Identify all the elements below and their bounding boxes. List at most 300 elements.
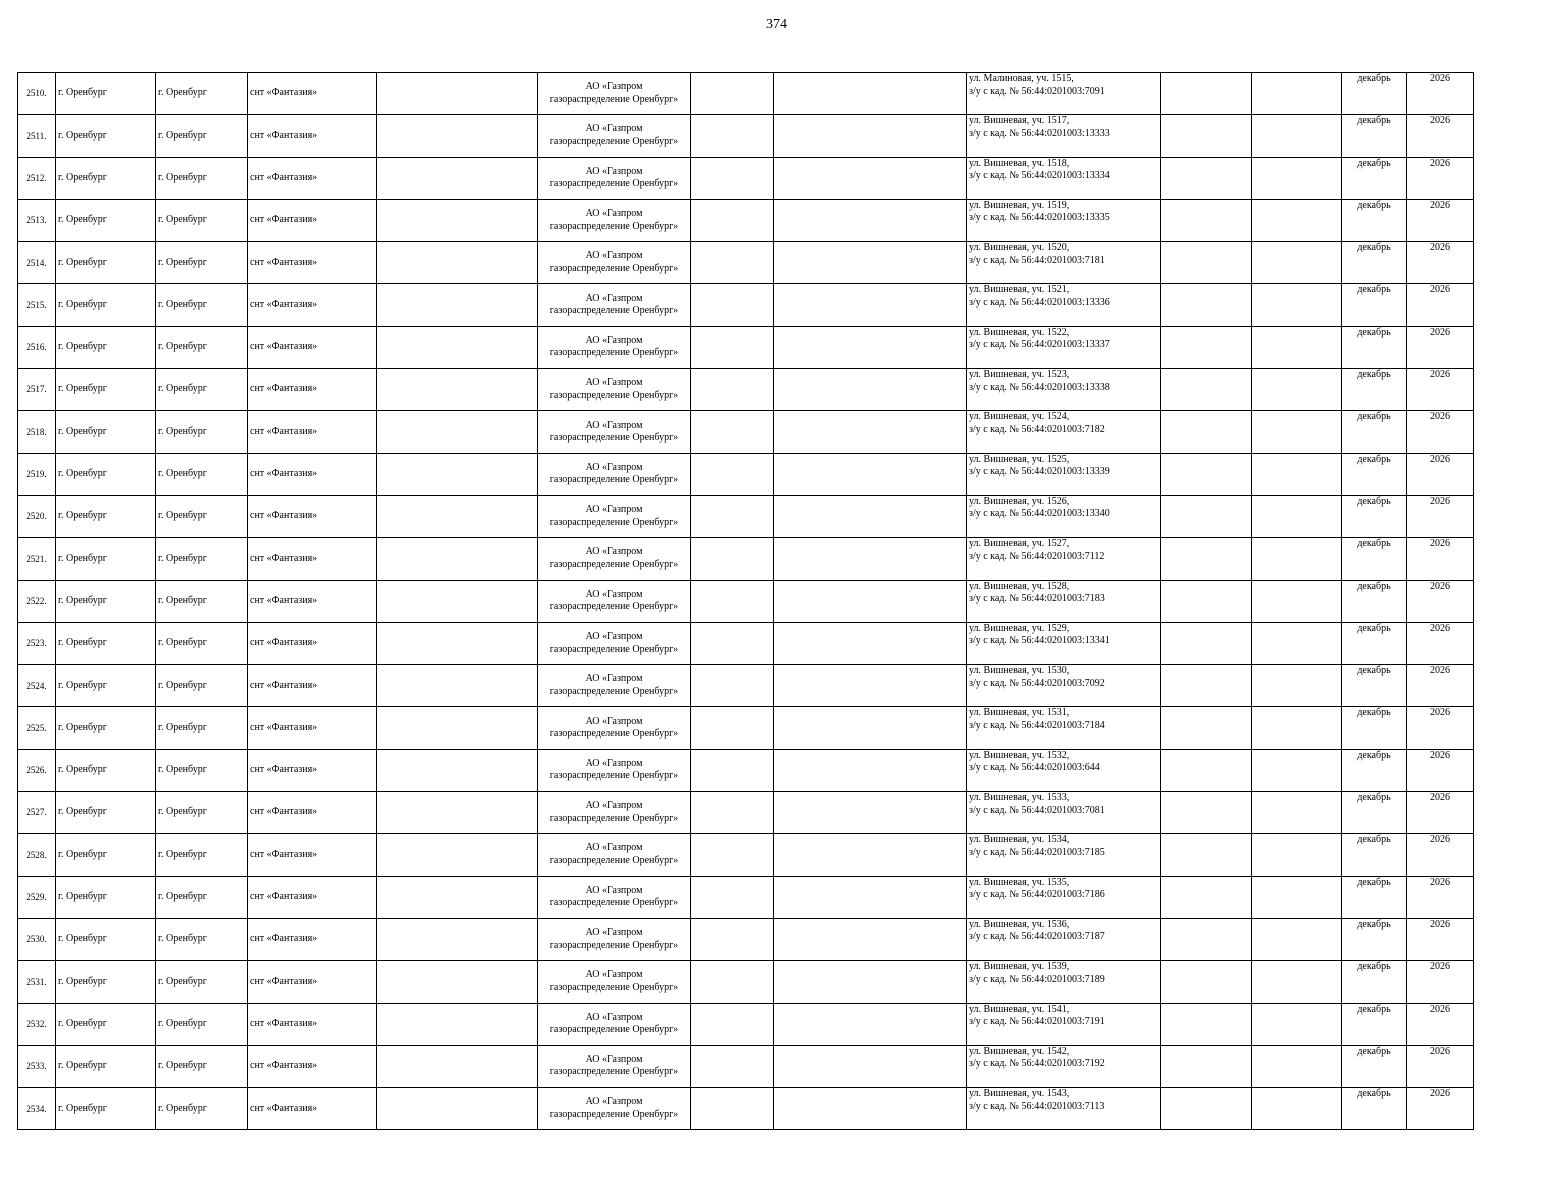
snt-name: снт «Фантазия» [250, 1102, 318, 1114]
locality: г. Оренбург [158, 214, 207, 226]
district-cell [56, 284, 156, 326]
locality: г. Оренбург [158, 1102, 207, 1114]
empty-cell [774, 73, 967, 115]
district: г. Оренбург [58, 637, 107, 649]
empty-cell [377, 622, 538, 664]
empty-cell [774, 157, 967, 199]
organization-cell [538, 1045, 691, 1087]
snt-cell [248, 411, 377, 453]
month: декабрь [1357, 707, 1391, 719]
month: декабрь [1357, 792, 1391, 804]
year: 2026 [1430, 284, 1450, 296]
empty-cell [774, 876, 967, 918]
empty-cell [1161, 792, 1252, 834]
month-cell [1342, 157, 1407, 199]
cadastral-number: з/у с кад. № 56:44:0201003:13334 [969, 170, 1110, 182]
registry-table [17, 72, 1474, 1130]
locality: г. Оренбург [158, 1060, 207, 1072]
empty-cell [1161, 453, 1252, 495]
organization-line-2: газораспределение Оренбург» [549, 93, 679, 105]
empty-cell [774, 1045, 967, 1087]
snt-name: снт «Фантазия» [250, 510, 318, 522]
snt-name: снт «Фантазия» [250, 87, 318, 99]
empty-cell [377, 115, 538, 157]
address-cell [967, 411, 1161, 453]
district: г. Оренбург [58, 975, 107, 987]
row-number-cell [18, 1088, 56, 1130]
month: декабрь [1357, 157, 1391, 169]
row-number: 2523. [26, 638, 47, 649]
row-number: 2514. [26, 257, 47, 268]
table-row [18, 538, 1474, 580]
address-cell [967, 495, 1161, 537]
organization-line-2: газораспределение Оренбург» [549, 601, 679, 613]
snt-name: снт «Фантазия» [250, 552, 318, 564]
year: 2026 [1430, 411, 1450, 423]
locality-cell [156, 1088, 248, 1130]
district: г. Оренбург [58, 1102, 107, 1114]
organization-line-1: АО «Газпром [585, 334, 643, 346]
district: г. Оренбург [58, 510, 107, 522]
table-row [18, 453, 1474, 495]
empty-cell [691, 622, 774, 664]
address-line-1: ул. Вишневая, уч. 1541, [969, 1003, 1070, 1015]
organization-cell [538, 73, 691, 115]
year: 2026 [1430, 495, 1450, 507]
locality-cell [156, 1003, 248, 1045]
organization-line-2: газораспределение Оренбург» [549, 728, 679, 740]
month-cell [1342, 1088, 1407, 1130]
year-cell [1407, 411, 1474, 453]
snt-name: снт «Фантазия» [250, 298, 318, 310]
address-line-1: ул. Вишневая, уч. 1535, [969, 876, 1070, 888]
empty-cell [1161, 918, 1252, 960]
year: 2026 [1430, 199, 1450, 211]
organization-cell [538, 918, 691, 960]
address-cell [967, 665, 1161, 707]
empty-cell [1252, 749, 1342, 791]
row-number: 2529. [26, 892, 47, 903]
empty-cell [377, 792, 538, 834]
organization-line-1: АО «Газпром [585, 1053, 643, 1065]
snt-name: снт «Фантазия» [250, 637, 318, 649]
row-number: 2513. [26, 215, 47, 226]
year: 2026 [1430, 115, 1450, 127]
organization-line-2: газораспределение Оренбург» [549, 135, 679, 147]
year-cell [1407, 538, 1474, 580]
cadastral-number: з/у с кад. № 56:44:0201003:7181 [969, 254, 1105, 266]
organization-line-1: АО «Газпром [585, 419, 643, 431]
district: г. Оренбург [58, 214, 107, 226]
snt-cell [248, 707, 377, 749]
table-row [18, 876, 1474, 918]
year-cell [1407, 157, 1474, 199]
locality-cell [156, 749, 248, 791]
empty-cell [774, 453, 967, 495]
row-number: 2518. [26, 426, 47, 437]
empty-cell [1161, 369, 1252, 411]
year: 2026 [1430, 961, 1450, 973]
table-row [18, 749, 1474, 791]
month: декабрь [1357, 749, 1391, 761]
empty-cell [1161, 538, 1252, 580]
locality-cell [156, 326, 248, 368]
locality: г. Оренбург [158, 848, 207, 860]
month: декабрь [1357, 961, 1391, 973]
snt-cell [248, 961, 377, 1003]
row-number: 2530. [26, 934, 47, 945]
empty-cell [691, 707, 774, 749]
row-number-cell [18, 538, 56, 580]
year: 2026 [1430, 749, 1450, 761]
empty-cell [1161, 749, 1252, 791]
row-number-cell [18, 834, 56, 876]
organization-line-2: газораспределение Оренбург» [549, 981, 679, 993]
row-number: 2520. [26, 511, 47, 522]
cadastral-number: з/у с кад. № 56:44:0201003:13333 [969, 127, 1110, 139]
locality: г. Оренбург [158, 468, 207, 480]
address-line-1: ул. Вишневая, уч. 1526, [969, 495, 1070, 507]
month: декабрь [1357, 1003, 1391, 1015]
empty-cell [691, 792, 774, 834]
year: 2026 [1430, 242, 1450, 254]
empty-cell [377, 1003, 538, 1045]
locality: г. Оренбург [158, 594, 207, 606]
table-row [18, 411, 1474, 453]
organization-cell [538, 580, 691, 622]
row-number-cell [18, 622, 56, 664]
empty-cell [1252, 411, 1342, 453]
row-number-cell [18, 199, 56, 241]
month: декабрь [1357, 453, 1391, 465]
address-line-1: ул. Вишневая, уч. 1539, [969, 961, 1070, 973]
address-cell [967, 199, 1161, 241]
empty-cell [377, 580, 538, 622]
empty-cell [1252, 1003, 1342, 1045]
organization-cell [538, 157, 691, 199]
address-line-1: ул. Вишневая, уч. 1525, [969, 453, 1070, 465]
empty-cell [691, 326, 774, 368]
locality: г. Оренбург [158, 891, 207, 903]
year-cell [1407, 284, 1474, 326]
organization-line-1: АО «Газпром [585, 715, 643, 727]
empty-cell [1252, 1045, 1342, 1087]
year: 2026 [1430, 876, 1450, 888]
cadastral-number: з/у с кад. № 56:44:0201003:13340 [969, 508, 1110, 520]
snt-cell [248, 326, 377, 368]
snt-cell [248, 792, 377, 834]
empty-cell [1161, 834, 1252, 876]
table-row [18, 242, 1474, 284]
locality-cell [156, 707, 248, 749]
snt-name: снт «Фантазия» [250, 171, 318, 183]
organization-line-1: АО «Газпром [585, 927, 643, 939]
empty-cell [691, 73, 774, 115]
empty-cell [691, 199, 774, 241]
organization-line-2: газораспределение Оренбург» [549, 1024, 679, 1036]
locality: г. Оренбург [158, 510, 207, 522]
empty-cell [377, 157, 538, 199]
empty-cell [377, 369, 538, 411]
month-cell [1342, 242, 1407, 284]
snt-cell [248, 369, 377, 411]
empty-cell [691, 749, 774, 791]
empty-cell [774, 580, 967, 622]
locality: г. Оренбург [158, 256, 207, 268]
district-cell [56, 961, 156, 1003]
empty-cell [1161, 326, 1252, 368]
empty-cell [1161, 73, 1252, 115]
empty-cell [691, 1003, 774, 1045]
district-cell [56, 834, 156, 876]
organization-cell [538, 749, 691, 791]
empty-cell [1161, 199, 1252, 241]
organization-line-1: АО «Газпром [585, 588, 643, 600]
month-cell [1342, 538, 1407, 580]
snt-name: снт «Фантазия» [250, 679, 318, 691]
cadastral-number: з/у с кад. № 56:44:0201003:13341 [969, 635, 1110, 647]
locality-cell [156, 157, 248, 199]
cadastral-number: з/у с кад. № 56:44:0201003:13336 [969, 296, 1110, 308]
empty-cell [1252, 876, 1342, 918]
empty-cell [691, 495, 774, 537]
empty-cell [774, 1088, 967, 1130]
locality-cell [156, 622, 248, 664]
address-line-1: ул. Вишневая, уч. 1542, [969, 1045, 1070, 1057]
address-line-1: ул. Вишневая, уч. 1531, [969, 707, 1070, 719]
year-cell [1407, 665, 1474, 707]
table-row [18, 284, 1474, 326]
empty-cell [774, 918, 967, 960]
district-cell [56, 580, 156, 622]
address-cell [967, 1045, 1161, 1087]
empty-cell [1161, 284, 1252, 326]
address-cell [967, 918, 1161, 960]
organization-line-1: АО «Газпром [585, 631, 643, 642]
row-number: 2516. [26, 342, 47, 353]
year-cell [1407, 961, 1474, 1003]
month: декабрь [1357, 73, 1391, 84]
cadastral-number: з/у с кад. № 56:44:0201003:7187 [969, 931, 1105, 943]
snt-name: снт «Фантазия» [250, 848, 318, 860]
empty-cell [377, 961, 538, 1003]
locality-cell [156, 115, 248, 157]
snt-name: снт «Фантазия» [250, 468, 318, 480]
locality-cell [156, 792, 248, 834]
locality: г. Оренбург [158, 171, 207, 183]
empty-cell [1252, 369, 1342, 411]
snt-name: снт «Фантазия» [250, 764, 318, 776]
year: 2026 [1430, 538, 1450, 550]
year-cell [1407, 580, 1474, 622]
empty-cell [691, 580, 774, 622]
snt-name: снт «Фантазия» [250, 806, 318, 818]
empty-cell [774, 242, 967, 284]
row-number: 2517. [26, 384, 47, 395]
organization-line-2: газораспределение Оренбург» [549, 516, 679, 528]
year: 2026 [1430, 369, 1450, 381]
locality: г. Оренбург [158, 975, 207, 987]
year-cell [1407, 495, 1474, 537]
organization-line-2: газораспределение Оренбург» [549, 220, 679, 232]
organization-line-1: АО «Газпром [585, 81, 643, 93]
district-cell [56, 622, 156, 664]
table-row [18, 622, 1474, 664]
empty-cell [1161, 115, 1252, 157]
locality-cell [156, 665, 248, 707]
table-row [18, 115, 1474, 157]
month: декабрь [1357, 242, 1391, 254]
locality-cell [156, 199, 248, 241]
empty-cell [1252, 453, 1342, 495]
year-cell [1407, 453, 1474, 495]
district: г. Оренбург [58, 256, 107, 268]
district: г. Оренбург [58, 468, 107, 480]
empty-cell [1252, 707, 1342, 749]
locality: г. Оренбург [158, 806, 207, 818]
address-cell [967, 580, 1161, 622]
row-number: 2521. [26, 553, 47, 564]
row-number-cell [18, 961, 56, 1003]
table-row [18, 369, 1474, 411]
district-cell [56, 73, 156, 115]
organization-cell [538, 834, 691, 876]
district-cell [56, 453, 156, 495]
empty-cell [691, 876, 774, 918]
organization-line-1: АО «Газпром [585, 800, 643, 812]
empty-cell [1252, 961, 1342, 1003]
empty-cell [1161, 411, 1252, 453]
month-cell [1342, 411, 1407, 453]
year-cell [1407, 876, 1474, 918]
organization-line-2: газораспределение Оренбург» [549, 897, 679, 909]
address-line-1: ул. Вишневая, уч. 1519, [969, 199, 1070, 211]
organization-cell [538, 707, 691, 749]
row-number-cell [18, 411, 56, 453]
district-cell [56, 707, 156, 749]
row-number: 2534. [26, 1103, 47, 1114]
empty-cell [1161, 1088, 1252, 1130]
row-number-cell [18, 495, 56, 537]
organization-cell [538, 538, 691, 580]
row-number: 2519. [26, 469, 47, 480]
row-number: 2522. [26, 595, 47, 606]
month-cell [1342, 876, 1407, 918]
district: г. Оренбург [58, 848, 107, 860]
empty-cell [377, 326, 538, 368]
locality: г. Оренбург [158, 129, 207, 141]
address-cell [967, 369, 1161, 411]
row-number-cell [18, 749, 56, 791]
empty-cell [774, 284, 967, 326]
year-cell [1407, 707, 1474, 749]
district: г. Оренбург [58, 1060, 107, 1072]
address-line-1: ул. Вишневая, уч. 1517, [969, 115, 1070, 127]
snt-cell [248, 495, 377, 537]
snt-cell [248, 580, 377, 622]
empty-cell [774, 665, 967, 707]
locality-cell [156, 242, 248, 284]
district: г. Оренбург [58, 806, 107, 818]
empty-cell [691, 918, 774, 960]
empty-cell [774, 326, 967, 368]
month: декабрь [1357, 326, 1391, 338]
year-cell [1407, 918, 1474, 960]
empty-cell [1161, 876, 1252, 918]
empty-cell [691, 284, 774, 326]
month: декабрь [1357, 411, 1391, 423]
snt-cell [248, 1045, 377, 1087]
address-line-1: ул. Вишневая, уч. 1518, [969, 157, 1070, 169]
address-line-1: ул. Вишневая, уч. 1530, [969, 665, 1070, 677]
snt-name: снт «Фантазия» [250, 1060, 318, 1072]
locality-cell [156, 538, 248, 580]
locality: г. Оренбург [158, 637, 207, 649]
address-line-1: ул. Вишневая, уч. 1527, [969, 538, 1070, 550]
address-cell [967, 73, 1161, 115]
cadastral-number: з/у с кад. № 56:44:0201003:7092 [969, 677, 1105, 689]
empty-cell [774, 707, 967, 749]
cadastral-number: з/у с кад. № 56:44:0201003:7081 [969, 804, 1105, 816]
district: г. Оренбург [58, 552, 107, 564]
snt-name: снт «Фантазия» [250, 933, 318, 945]
empty-cell [1252, 157, 1342, 199]
organization-cell [538, 453, 691, 495]
row-number-cell [18, 115, 56, 157]
cadastral-number: з/у с кад. № 56:44:0201003:7185 [969, 846, 1105, 858]
organization-line-2: газораспределение Оренбург» [549, 1108, 679, 1120]
month: декабрь [1357, 834, 1391, 846]
locality-cell [156, 495, 248, 537]
empty-cell [774, 538, 967, 580]
empty-cell [691, 242, 774, 284]
month-cell [1342, 369, 1407, 411]
table-row [18, 580, 1474, 622]
year-cell [1407, 115, 1474, 157]
year: 2026 [1430, 792, 1450, 804]
snt-cell [248, 115, 377, 157]
snt-name: снт «Фантазия» [250, 425, 318, 437]
organization-line-2: газораспределение Оренбург» [549, 770, 679, 782]
empty-cell [691, 115, 774, 157]
cadastral-number: з/у с кад. № 56:44:0201003:7112 [969, 550, 1105, 562]
row-number: 2512. [26, 172, 47, 183]
organization-cell [538, 1003, 691, 1045]
month-cell [1342, 495, 1407, 537]
row-number: 2531. [26, 976, 47, 987]
empty-cell [1252, 580, 1342, 622]
month: декабрь [1357, 538, 1391, 550]
month: декабрь [1357, 622, 1391, 634]
organization-line-1: АО «Газпром [585, 1096, 643, 1108]
district-cell [56, 1088, 156, 1130]
locality: г. Оренбург [158, 933, 207, 945]
row-number: 2525. [26, 722, 47, 733]
year-cell [1407, 199, 1474, 241]
district: г. Оренбург [58, 1017, 107, 1029]
empty-cell [377, 876, 538, 918]
snt-name: снт «Фантазия» [250, 594, 318, 606]
organization-cell [538, 961, 691, 1003]
snt-cell [248, 1003, 377, 1045]
organization-line-2: газораспределение Оренбург» [549, 812, 679, 824]
address-line-1: ул. Вишневая, уч. 1532, [969, 749, 1070, 761]
empty-cell [774, 1003, 967, 1045]
table-row [18, 1003, 1474, 1045]
address-cell [967, 749, 1161, 791]
empty-cell [1161, 961, 1252, 1003]
row-number-cell [18, 707, 56, 749]
